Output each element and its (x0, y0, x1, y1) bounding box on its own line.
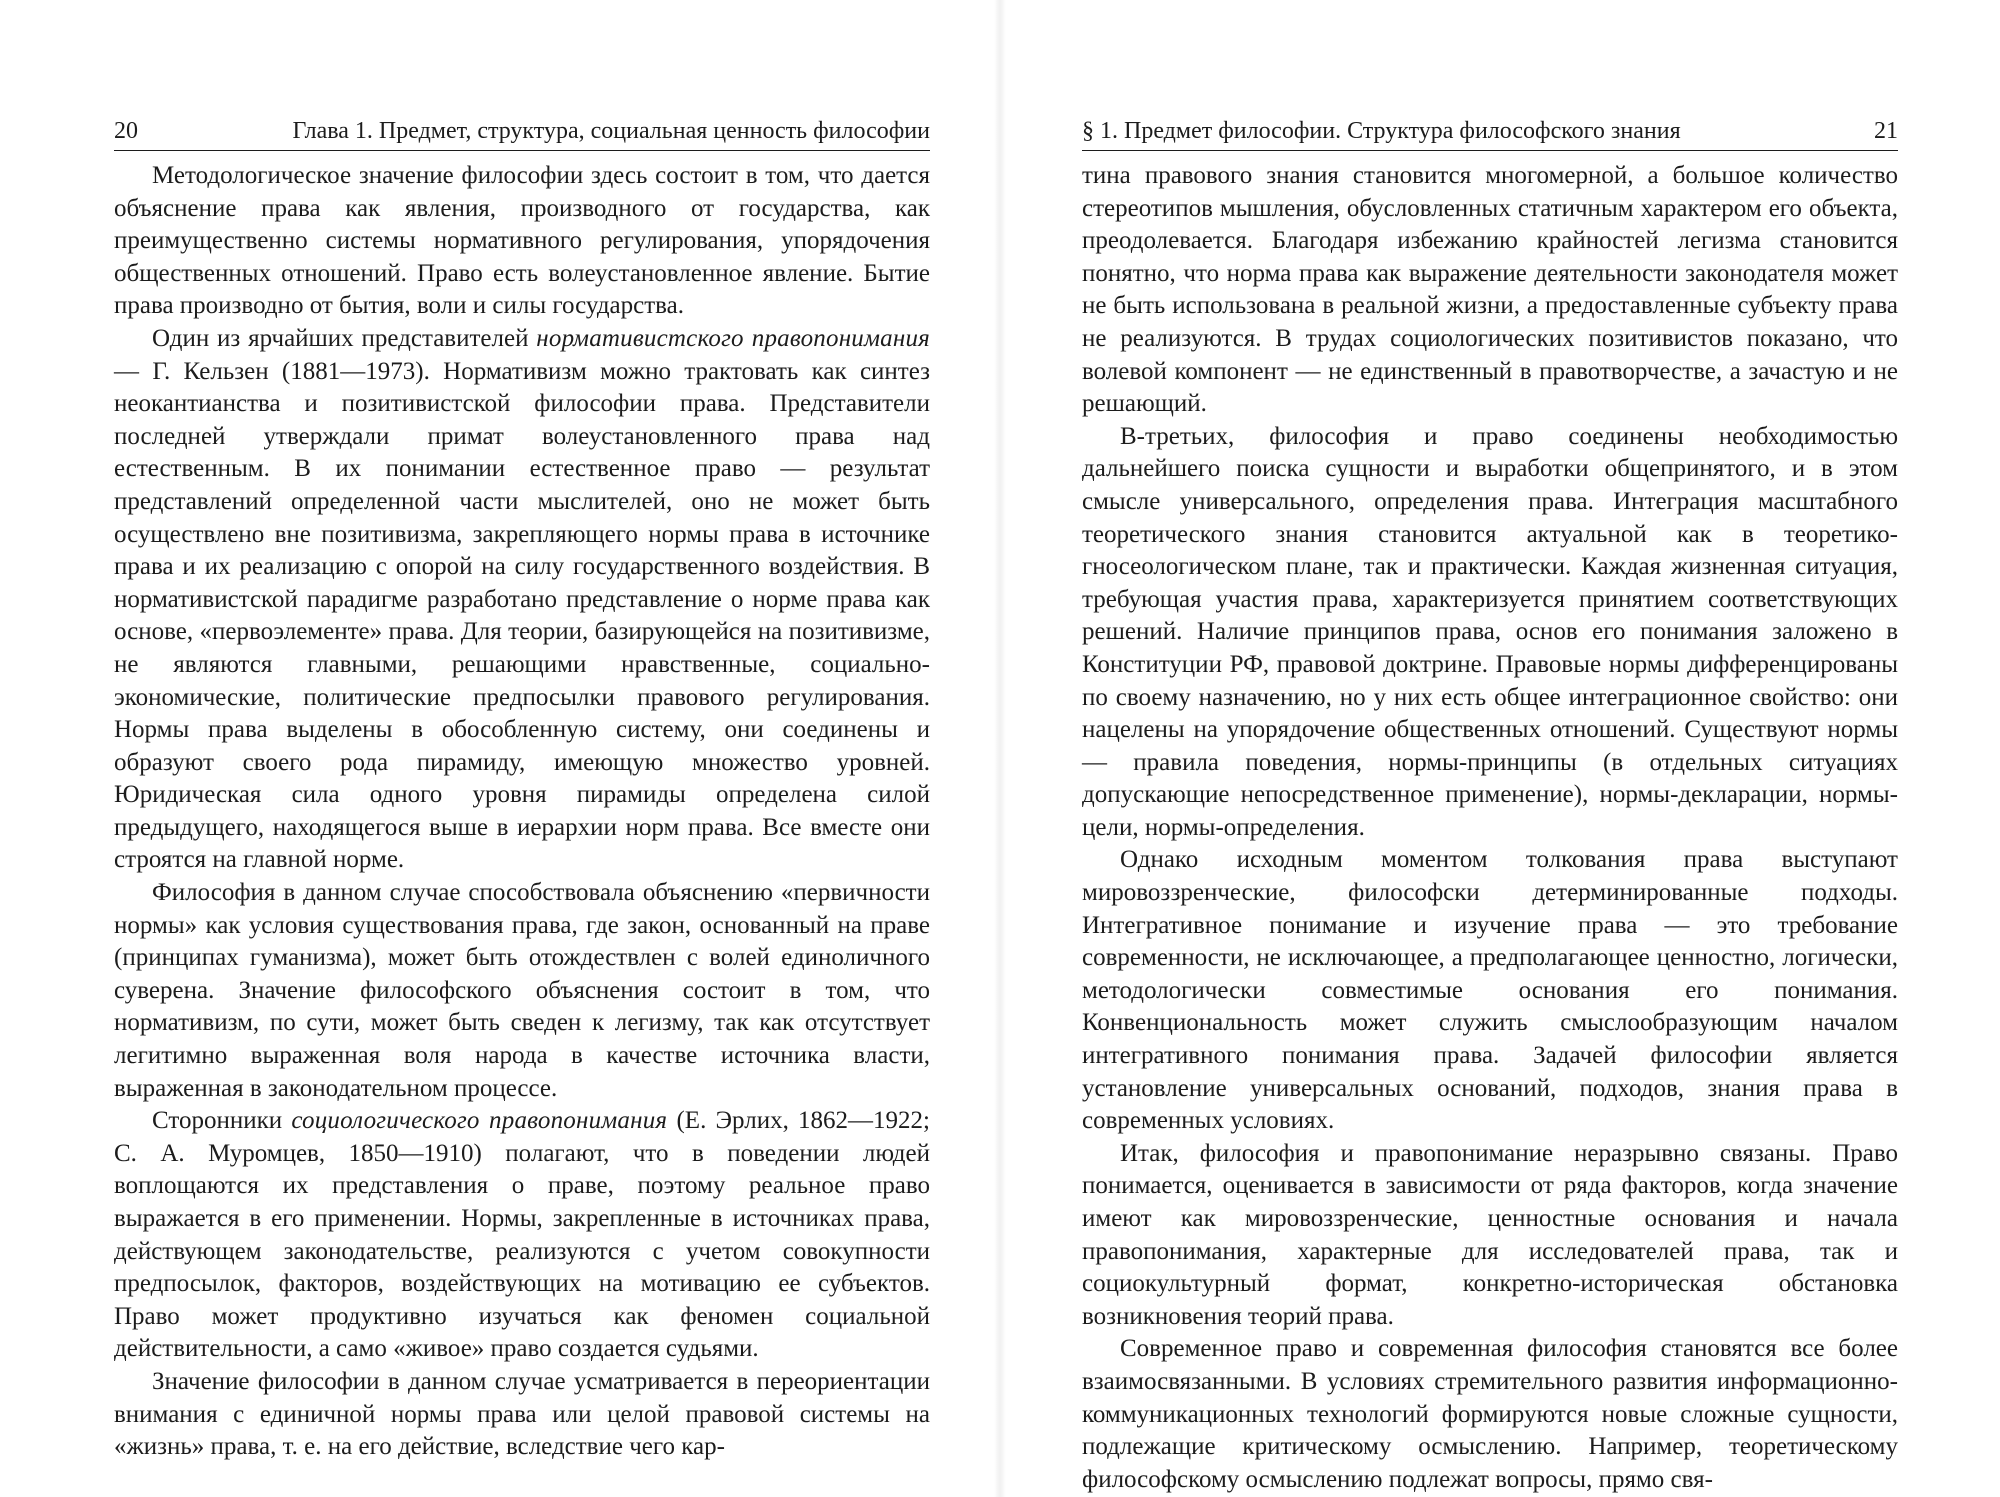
italic-term: социологического правопонимания (291, 1107, 668, 1135)
right-page-header (1082, 110, 1898, 151)
right-page-number: 21 (1874, 118, 1898, 144)
paragraph: В-третьих, философия и право соединены необходимостью дальнейшего поиска сущности и выработки общепринятого, и в этом смысле универсального, определения права. Интеграция масштабного теоретического знания становится актуальной как в теоретико-гносеологическом плане, так и практически. Каждая жизненная ситуация, требующая участия права, характеризуется принятием соответствующих решений. Наличие принципов права, основ его понимания заложено в Конституции РФ, правовой доктрине. Правовые нормы дифференцированы по своему назначению, но у них есть общее интеграционное свойство: они нацелены на упорядочение общественных отношений. Существуют нормы — правила поведения, нормы-принципы (в отдельных ситуациях допускающие непосредственное применение), нормы-декларации, нормы-цели, нормы-определения. (1082, 422, 1898, 841)
paragraph: Однако исходным моментом толкования права выступают мировоззренческие, философски детерминированные подходы. Интегративное понимание и изучение права — это требование современности, не исключающее, а предполагающее ценностно, логически, методологически совместимые основания его понимания. Конвенциональность может служить смыслообразующим началом интегративного понимания права. Задачей философии является установление универсальных оснований, подходов, знания права в современных условиях. (1082, 846, 1898, 1135)
right-running-head: § 1. Предмет философии. Структура философского знания (1082, 118, 1681, 144)
paragraph: Философия в данном случае способствовала объяснению «первичности нормы» как условия существования права, где закон, основанный на праве (принципах гуманизма), может быть отождествлен с волей единоличного суверена. Значение философского объяснения состоит в том, что нормативизм, по сути, может быть сведен к легизму, так как отсутствует легитимно выраженная воля народа в качестве источника власти, выраженная в законодательном процессе. (114, 879, 930, 1102)
paragraph: Современное право и современная философия становятся все более взаимосвязанными. В условиях стремительного развития информационно-коммуникационных технологий формируются новые сложные сущности, подлежащие критическому осмыслению. Например, теоретическому философскому осмыслению подлежат вопросы, прямо свя- (1082, 1335, 1898, 1493)
right-page-body (1082, 160, 1898, 1496)
italic-term: нормативистского правопонимания (536, 324, 930, 352)
left-page-header (114, 110, 930, 151)
paragraph: Сторонники социологического правопонимания (Е. Эрлих, 1862—1922; С. А. Муромцев, 1850—1910) полагают, что в поведении людей воплощаются их представления о праве, поэтому реальное право выражается в его применении. Нормы, закрепленные в источниках права, действующем законодательстве, реализуются с учетом совокупности предпосылок, факторов, воздействующих на мотивацию ее субъектов. Право может продуктивно изучаться как феномен социальной действительности, а само «живое» право создается судьями. (114, 1107, 930, 1363)
paragraph: Один из ярчайших представителей нормативистского правопонимания — Г. Кельзен (1881—1973). Нормативизм можно трактовать как синтез неокантианства и позитивистской философии права. Представители последней утверждали примат волеустановленного права над естественным. В их понимании естественное право — результат представлений определенной части мыслителей, оно не может быть осуществлено вне позитивизма, закрепляющего нормы права в источнике права и их реализацию с опорой на силу государственного воздействия. В нормативистской парадигме разработано представление о норме права как основе, «первоэлементе» права. Для теории, базирующейся на позитивизме, не являются главными, решающими нравственные, социально-экономические, политические предпосылки правового регулирования. Нормы права выделены в обособленную систему, они соединены и образуют своего рода пирамиду, имеющую множество уровней. Юридическая сила одного уровня пирамиды определена силой предыдущего, находящегося выше в иерархии норм права. Все вместе они строятся на главной норме. (114, 324, 930, 874)
paragraph: Значение философии в данном случае усматривается в переориентации внимания с единичной нормы права или целой правовой системы на «жизнь» права, т. е. на его действие, вследствие чего кар- (114, 1367, 930, 1461)
right-page (1000, 0, 2000, 1497)
paragraph: Методологическое значение философии здесь состоит в том, что дается объяснение права как явления, производного от государства, как преимущественно системы нормативного регулирования, упорядочения общественных отношений. Право есть волеустановленное явление. Бытие права производно от бытия, воли и силы государства. (114, 162, 930, 320)
left-running-head: Глава 1. Предмет, структура, социальная ценность философии (292, 118, 930, 144)
left-page-number: 20 (114, 118, 138, 144)
left-page-body (114, 160, 930, 1464)
paragraph: Итак, философия и правопонимание неразрывно связаны. Право понимается, оценивается в зависимости от ряда факторов, когда значение имеют как мировоззренческие, ценностные основания и начала правопонимания, характерные для исследователей права, так и социокультурный формат, конкретно-историческая обстановка возникновения теорий права. (1082, 1139, 1898, 1330)
paragraph: тина правового знания становится многомерной, а большое количество стереотипов мышления, обусловленных статичным характером его объекта, преодолевается. Благодаря избежанию крайностей легизма становится понятно, что норма права как выражение деятельности законодателя может не быть использована в реальной жизни, а предоставленные субъекту права не реализуются. В трудах социологических позитивистов показано, что волевой компонент — не единственный в правотворчестве, а зачастую и не решающий. (1082, 162, 1898, 418)
